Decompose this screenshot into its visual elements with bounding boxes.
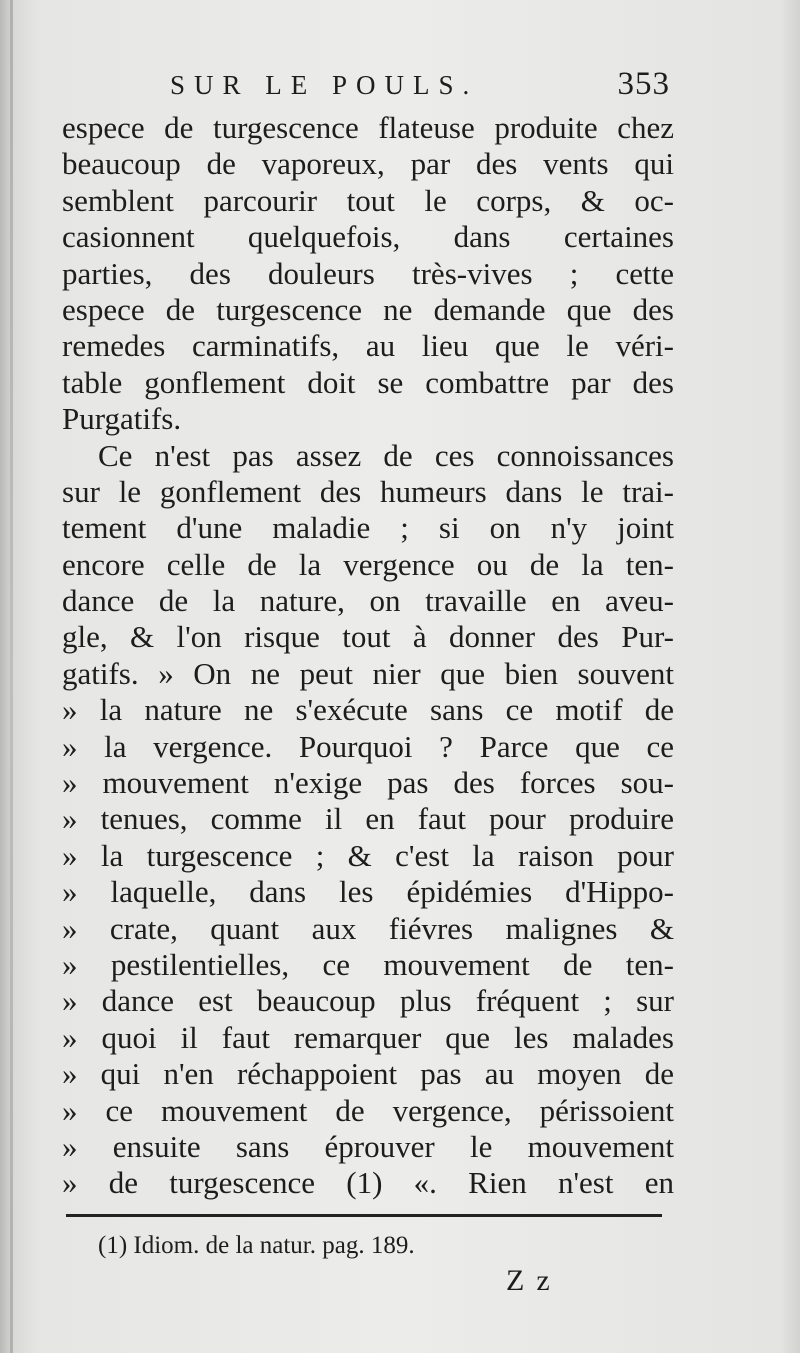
text-line: espece de turgescence flateuse produite chez [62, 110, 674, 145]
text-line: » ce mouvement de vergence, périssoient [62, 1092, 674, 1128]
text-line: dance de la nature, on travaille en aveu- [62, 583, 674, 619]
text-line: » ensuite sans éprouver le mouvement [62, 1128, 674, 1164]
footnote: (1) Idiom. de la natur. pag. 189. [98, 1232, 415, 1259]
signature-mark: Zz [506, 1264, 562, 1297]
text-line: gatifs. » On ne peut nier que bien souvent [62, 655, 674, 691]
text-line: » mouvement n'exige pas des forces sou- [62, 765, 674, 801]
text-line: casionnent quelquefois, dans certaines [62, 219, 674, 255]
footnote-rule [66, 1214, 662, 1217]
text-line: encore celle de la vergence ou de la ten- [62, 546, 674, 582]
running-head [170, 66, 670, 110]
text-line: » la turgescence ; & c'est la raison pour [62, 837, 674, 873]
text-line: remedes carminatifs, au lieu que le véri- [62, 328, 674, 364]
text-line: » dance est beaucoup plus fréquent ; sur [62, 983, 674, 1019]
body-text [62, 110, 674, 1202]
text-line: parties, des douleurs très-vives ; cette [62, 255, 674, 291]
text-line: » pestilentielles, ce mouvement de ten- [62, 946, 674, 982]
text-line: » laquelle, dans les épidémies d'Hippo- [62, 874, 674, 910]
page-number: 353 [617, 66, 670, 102]
text-line: table gonflement doit se combattre par des [62, 364, 674, 400]
text-line: » la nature ne s'exécute sans ce motif de [62, 692, 674, 728]
text-line: Ce n'est pas assez de ces connoissances [98, 437, 674, 473]
text-line: » tenues, comme il en faut pour produire [62, 801, 674, 837]
text-line: sur le gonflement des humeurs dans le trai- [62, 473, 674, 509]
text-line: » quoi il faut remarquer que les malades [62, 1019, 674, 1055]
text-line: beaucoup de vaporeux, par des vents qui [62, 146, 674, 182]
text-line: tement d'une maladie ; si on n'y joint [62, 510, 674, 546]
text-line: semblent parcourir tout le corps, & oc- [62, 182, 674, 218]
text-line: » qui n'en réchappoient pas au moyen de [62, 1056, 674, 1092]
text-line: » de turgescence (1) «. Rien n'est en [62, 1165, 674, 1201]
text-line: espece de turgescence ne demande que des [62, 291, 674, 327]
page-gutter [10, 0, 13, 1353]
text-line: gle, & l'on risque tout à donner des Pur- [62, 619, 674, 655]
text-line: » la vergence. Pourquoi ? Parce que ce [62, 728, 674, 764]
text-line: » crate, quant aux fiévres malignes & [62, 910, 674, 946]
text-line: Purgatifs. [62, 401, 182, 437]
running-head-title: SUR LE POULS. [170, 70, 479, 100]
